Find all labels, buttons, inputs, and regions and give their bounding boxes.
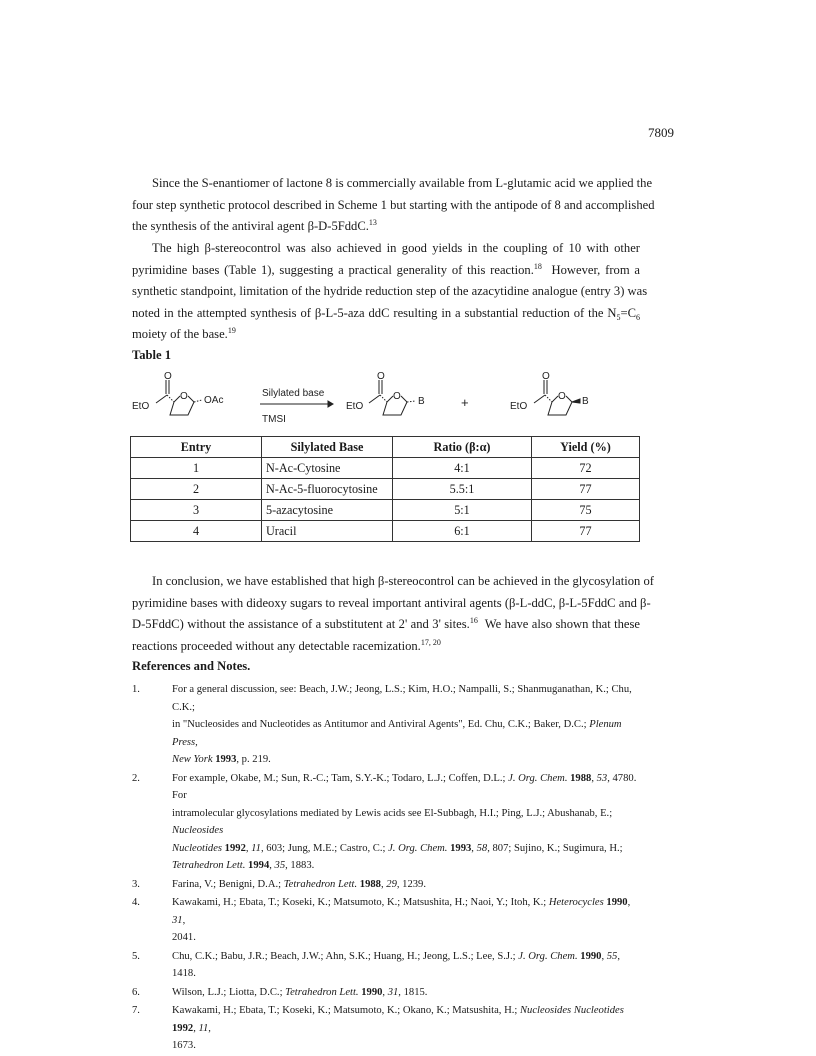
journal: Tetrahedron Lett. <box>172 860 246 871</box>
reference-item <box>132 770 644 875</box>
cell-ratio: 6:1 <box>393 521 532 542</box>
volume: 31 <box>172 914 183 926</box>
year: 1990 <box>580 950 602 962</box>
place: New York <box>172 754 213 765</box>
volume: 11 <box>198 1022 209 1034</box>
cell-entry: 3 <box>131 500 262 521</box>
journal: Heterocycles <box>548 897 604 908</box>
year: 1994 <box>248 860 270 871</box>
reference-list <box>132 681 644 1056</box>
column-header: Ratio (β:α) <box>393 437 532 458</box>
text-span: D-5FddC) without the assistance of a substitutent at 2' and 3' sites. <box>132 617 470 631</box>
text-span: , 1815. <box>398 986 428 998</box>
table-row <box>131 500 640 521</box>
ring-oxygen: O <box>393 391 401 402</box>
text-span: moiety of the base. <box>132 327 228 341</box>
carbonyl-o: O <box>377 372 385 382</box>
text-span: pyrimidine bases (Table 1), suggesting a practical generality of this reaction. <box>132 262 534 277</box>
reagent-label: Silylated base <box>262 388 325 399</box>
reference-item <box>132 894 644 947</box>
text-span: , 807; Sujino, K.; Sugimura, H.; <box>487 842 623 854</box>
reference-line <box>172 751 644 769</box>
paragraph-1 <box>132 173 655 238</box>
results-table <box>130 436 640 542</box>
reference-line: 2041. <box>172 932 196 943</box>
references-heading: References and Notes. <box>132 659 251 673</box>
text-line <box>132 260 640 282</box>
product-beta <box>369 380 415 415</box>
reference-line: For a general discussion, see: Beach, J.W.; Jeong, L.S.; Kim, H.O.; Nampalli, S.; Shanmuganathan, K.; Chu, C.K.; <box>172 684 632 713</box>
table-title: Table 1 <box>132 348 172 362</box>
reference-line <box>172 716 644 751</box>
ethoxy-label: EtO <box>510 401 528 412</box>
ring-oxygen: O <box>558 391 566 402</box>
page-number: 7809 <box>648 125 674 140</box>
reference-item <box>132 948 644 983</box>
journal: Tetrahedron Lett. <box>285 986 359 998</box>
volume: 11 <box>251 842 261 854</box>
base-label: B <box>418 396 425 407</box>
reference-line: For example, Okabe, M.; Sun, R.-C.; Tam, S.Y.-K.; Todaro, L.J.; Coffen, D.L.; J. Org. Chem. 1988, 53, 4780. For <box>172 772 637 801</box>
text-span: , 603; Jung, M.E.; Castro, C.; <box>260 842 389 854</box>
table-row <box>131 521 640 542</box>
cell-entry: 4 <box>131 521 262 542</box>
volume: 35 <box>274 860 286 871</box>
reagent-label: TMSI <box>262 414 286 425</box>
subscript: 5 <box>616 312 621 322</box>
text-span: Kawakami, H.; Ebata, T.; Koseki, K.; Matsumoto, K.; Okano, K.; Matsushita, H.; <box>172 1005 520 1016</box>
cell-entry: 1 <box>131 458 262 479</box>
text-span: , 1883. <box>285 860 315 871</box>
text-span: We have also shown that these <box>484 617 641 631</box>
reference-line: Kawakami, H.; Ebata, T.; Koseki, K.; Matsumoto, K.; Okano, K.; Matsushita, H.; Nucleosides Nucleotides 1992, 11, <box>172 1005 624 1034</box>
reference-line: Kawakami, H.; Ebata, T.; Koseki, K.; Matsumoto, K.; Matsushita, H.; Naoi, Y.; Itoh, K.; Heterocycles 1990, 31, <box>172 897 631 926</box>
volume: 29 <box>386 878 397 890</box>
citation-superscript: 18 <box>533 261 542 271</box>
cell-yield: 77 <box>532 521 640 542</box>
text-span: =C <box>620 305 636 320</box>
text-span: intramolecular glycosylations mediated by Lewis acids see El-Subbagh, H.I.; Ping, L.J.; Abushanab, E.; <box>172 807 613 819</box>
text-span: the synthesis of the antiviral agent β-D-5FddC. <box>132 219 369 233</box>
reference-line: Farina, V.; Benigni, D.A.; Tetrahedron Lett. 1988, 29, 1239. <box>172 878 426 890</box>
ethoxy-label: EtO <box>346 401 364 412</box>
reference-line: Tetrahedron Lett. 1994, 35, 1883. <box>172 860 315 871</box>
column-header: Silylated Base <box>262 437 393 458</box>
ethoxy-label: EtO <box>132 401 150 412</box>
year: 1988 <box>359 878 381 890</box>
cell-yield: 77 <box>532 479 640 500</box>
text-line <box>132 216 640 238</box>
product-alpha <box>534 380 580 415</box>
carbonyl-o: O <box>164 372 172 382</box>
reference-item <box>132 1002 644 1055</box>
volume: 58 <box>476 842 488 854</box>
year: 1993 <box>215 754 237 765</box>
paragraph-2 <box>132 238 648 346</box>
text-span: , 4780. For <box>172 772 637 801</box>
subscript: 6 <box>636 312 640 322</box>
volume: 53 <box>596 772 608 784</box>
cell-ratio: 5:1 <box>393 500 532 521</box>
column-header: Yield (%) <box>532 437 640 458</box>
table-header-row <box>131 437 640 458</box>
text-line <box>132 614 640 636</box>
citation-superscript: 17, 20 <box>420 637 441 647</box>
year: 1992 <box>172 1022 194 1034</box>
text-span: However, from a <box>551 262 641 277</box>
text-span: Farina, V.; Benigni, D.A.; <box>172 878 284 890</box>
citation-superscript: 13 <box>368 218 377 227</box>
text-line: four step synthetic protocol described in Scheme 1 but starting with the antipode of 8 and accomplished <box>132 197 655 212</box>
cell-base: N-Ac-Cytosine <box>262 458 393 479</box>
text-line: pyrimidine bases with dideoxy sugars to reveal important antiviral agents (β-L-ddC, β-L-5FddC and β- <box>132 595 651 610</box>
base-label: B <box>582 396 589 407</box>
text-line: Since the S-enantiomer of lactone 8 is commercially available from L-glutamic acid we applied the <box>152 176 653 190</box>
cell-ratio: 5.5:1 <box>393 479 532 500</box>
year: 1990 <box>361 986 383 998</box>
reference-line: Wilson, L.J.; Liotta, D.C.; Tetrahedron Lett. 1990, 31, 1815. <box>172 986 428 998</box>
reference-line <box>172 805 644 840</box>
text-span: Chu, C.K.; Babu, J.R.; Beach, J.W.; Ahn, S.K.; Huang, H.; Jeong, L.S.; Lee, S.J.; <box>172 950 519 962</box>
text-span: noted in the attempted synthesis of β-L-5-aza ddC resulting in a substantial reduction of the N <box>132 305 617 320</box>
journal: J. Org. Chem. <box>518 950 578 962</box>
plus-sign: + <box>461 395 469 410</box>
year: 1992 <box>224 842 246 854</box>
cell-yield: 72 <box>532 458 640 479</box>
text-span: Wilson, L.J.; Liotta, D.C.; <box>172 986 286 998</box>
reference-item <box>132 984 644 1002</box>
text-line: synthetic standpoint, limitation of the hydride reduction step of the azacytidine analogue (entry 3) was <box>132 284 648 298</box>
text-line <box>132 303 640 325</box>
ring-oxygen: O <box>180 391 188 402</box>
text-span: reactions proceeded without any detectable racemization. <box>132 638 421 653</box>
text-span: in "Nucleosides and Nucleotides as Antitumor and Antiviral Agents", Ed. Chu, C.K.; Baker, D.C.; <box>172 719 590 730</box>
cell-entry: 2 <box>131 479 262 500</box>
cell-base: Uracil <box>262 521 393 542</box>
reference-line: Nucleotides 1992, 11, 603; Jung, M.E.; Castro, C.; J. Org. Chem. 1993, 58, 807; Sujino, K.; Sugimura, H.; <box>172 842 623 854</box>
text-span: Kawakami, H.; Ebata, T.; Koseki, K.; Matsumoto, K.; Matsushita, H.; Naoi, Y.; Itoh, K.; <box>172 897 549 908</box>
journal: Tetrahedron Lett. <box>283 878 358 890</box>
journal: Nucleosides <box>172 825 224 836</box>
carbonyl-o: O <box>542 372 550 382</box>
text-line: The high β-stereocontrol was also achieved in good yields in the coupling of 10 with other <box>152 241 640 255</box>
reference-line: Chu, C.K.; Babu, J.R.; Beach, J.W.; Ahn, S.K.; Huang, H.; Jeong, L.S.; Lee, S.J.; J. Org. Chem. 1990, 55, 1418. <box>172 950 620 979</box>
cell-base: 5-azacytosine <box>262 500 393 521</box>
reference-number: 7. <box>132 1005 140 1016</box>
text-line <box>132 636 640 658</box>
cell-base: N-Ac-5-fluorocytosine <box>262 479 393 500</box>
journal: Nucleosides Nucleotides <box>519 1005 624 1016</box>
reference-item <box>132 681 644 769</box>
year: 1988 <box>570 772 592 784</box>
journal: Nucleotides <box>172 842 223 854</box>
year: 1993 <box>450 842 472 854</box>
reference-number: 2. <box>132 772 140 784</box>
cell-yield: 75 <box>532 500 640 521</box>
text-line: In conclusion, we have established that high β-stereocontrol can be achieved in the glycosylation of <box>152 574 654 588</box>
lactone-starting-material <box>156 380 202 415</box>
acetate-label: OAc <box>204 395 224 406</box>
journal: J. Org. Chem. <box>508 772 568 784</box>
table-row <box>131 458 640 479</box>
text-span: , 1239. <box>396 878 426 890</box>
column-header: Entry <box>131 437 262 458</box>
text-span: , 1418. <box>172 950 620 979</box>
citation-superscript: 19 <box>227 326 236 335</box>
reference-number: 5. <box>132 950 140 962</box>
reference-number: 1. <box>132 684 140 695</box>
reference-number: 6. <box>132 986 140 998</box>
journal: J. Org. Chem. <box>388 842 448 854</box>
citation-superscript: 16 <box>469 616 478 625</box>
reference-number: 3. <box>132 878 140 890</box>
text-span: , p. 219. <box>236 754 271 765</box>
reference-line: 1673. <box>172 1040 196 1051</box>
publisher: Plenum Press, <box>172 719 622 748</box>
table-row <box>131 479 640 500</box>
reference-item <box>132 876 644 894</box>
year: 1990 <box>606 897 628 908</box>
reaction-scheme <box>132 372 652 436</box>
volume: 55 <box>606 950 618 962</box>
paragraph-3 <box>132 571 654 657</box>
volume: 31 <box>387 986 399 998</box>
text-line <box>132 324 640 346</box>
text-span: For example, Okabe, M.; Sun, R.-C.; Tam, S.Y.-K.; Todaro, L.J.; Coffen, D.L.; <box>172 772 509 784</box>
reference-number: 4. <box>132 897 140 908</box>
cell-ratio: 4:1 <box>393 458 532 479</box>
